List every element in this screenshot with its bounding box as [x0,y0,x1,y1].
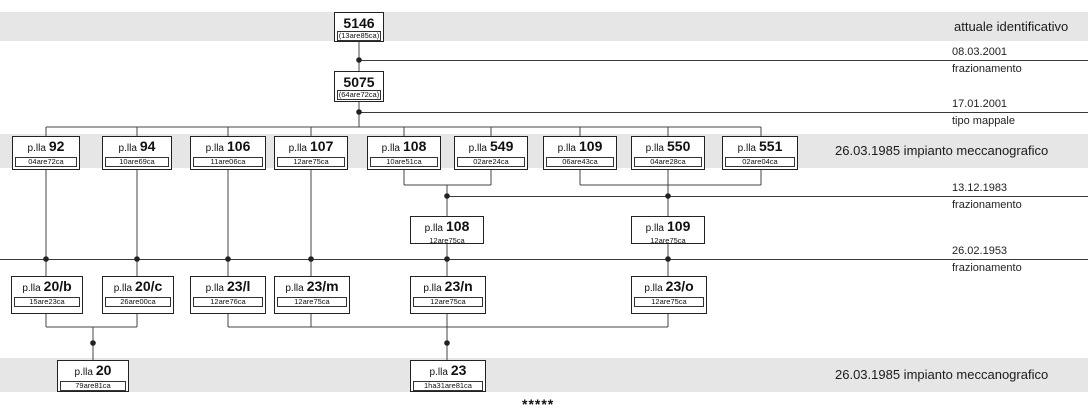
parcel-box[interactable] [274,136,348,170]
parcel-box[interactable] [631,136,705,170]
event-date: 17.01.2001 [952,98,1008,110]
parcel-number: 23 [450,362,467,378]
parcel-area: 11are06ca [193,157,263,167]
event-date: 13.12.1983 [952,182,1008,194]
parcel-number: 109 [579,138,603,154]
parcel-root-current[interactable] [334,12,384,42]
event-type: frazionamento [952,63,1022,75]
parcel-prefix: p.lla [118,143,137,154]
parcel-number: 23/o [665,278,694,294]
parcel-area: 15are23ca [14,297,80,307]
event-date: 08.03.2001 [952,46,1008,58]
parcel-number: 550 [667,138,691,154]
footer-separator: ***** [522,396,555,412]
parcel-area: 04are28ca [634,157,702,167]
parcel-area: 12are76ca [193,297,263,307]
parcel-box[interactable] [11,276,83,314]
parcel-number: 23/l [227,278,251,294]
parcel-number: 551 [759,138,783,154]
parcel-area: (13are85ca) [338,31,380,40]
parcel-number: 20/b [43,278,72,294]
parcel-prefix: p.lla [27,143,46,154]
parcel-number: 23/n [444,278,473,294]
parcel-area: 26are00ca [105,297,171,307]
parcel-prefix: p.lla [429,367,448,378]
parcel-area: 79are81ca [60,381,126,391]
parcel-prefix: p.lla [557,143,576,154]
parcel-area: 12are75ca [413,297,483,307]
parcel-area: 02are04ca [725,157,795,167]
parcel-box[interactable] [190,276,266,314]
parcel-number: 20 [95,362,112,378]
parcel-area: (64are72ca) [338,90,380,99]
parcel-number: 549 [490,138,514,154]
parcel-number: 23/m [306,278,339,294]
parcel-area: 1ha31are81ca [413,381,483,391]
parcel-prefix: p.lla [423,283,442,294]
parcel-number: 107 [310,138,334,154]
parcel-box[interactable] [274,276,350,314]
parcel-number: 108 [403,138,427,154]
parcel-root-previous[interactable] [334,71,384,102]
parcel-box[interactable] [410,216,484,244]
parcel-area: 04are72ca [15,157,77,167]
parcel-number: 106 [227,138,251,154]
parcel-prefix: p.lla [737,143,756,154]
parcel-box[interactable] [102,276,174,314]
event-type: frazionamento [952,199,1022,211]
parcel-area: 12are75ca [634,297,704,307]
parcel-prefix: p.lla [381,143,400,154]
parcel-area: 12are75ca [650,237,686,245]
parcel-prefix: p.lla [285,283,304,294]
parcel-number: 5146 [343,15,375,31]
parcel-number: 108 [446,218,470,234]
parcel-box[interactable] [722,136,798,170]
event-date: 26.02.1953 [952,245,1008,257]
row-label-origin: 26.03.1985 impianto meccanografico [835,367,1049,382]
parcel-prefix: p.lla [22,283,41,294]
parcel-area: 10are51ca [370,157,438,167]
parcel-prefix: p.lla [113,283,133,294]
parcel-box[interactable] [631,276,707,314]
parcel-box[interactable] [631,216,705,244]
parcel-prefix: p.lla [645,143,664,154]
parcel-area: 12are75ca [277,157,345,167]
event-type: frazionamento [952,262,1022,274]
parcel-number: 94 [139,138,156,154]
parcel-area: 06are43ca [546,157,614,167]
parcel-box[interactable] [190,136,266,170]
parcel-prefix: p.lla [645,223,664,234]
parcel-box[interactable] [410,276,486,314]
row-label-current: attuale identificativo [954,19,1069,34]
parcel-prefix: p.lla [205,143,224,154]
parcel-prefix: p.lla [424,223,443,234]
parcel-box[interactable] [410,360,486,392]
parcel-number: 109 [667,218,691,234]
parcel-number: 20/c [135,278,163,294]
parcel-area: 02are24ca [457,157,525,167]
parcel-number: 5075 [343,74,375,90]
parcel-prefix: p.lla [74,367,93,378]
parcel-box[interactable] [102,136,172,170]
parcel-area: 10are69ca [105,157,169,167]
parcel-area: 12are75ca [429,237,465,245]
parcel-prefix: p.lla [468,143,487,154]
parcel-prefix: p.lla [644,283,663,294]
parcel-area: 12are75ca [277,297,347,307]
parcel-prefix: p.lla [288,143,307,154]
parcel-box[interactable] [454,136,528,170]
parcel-prefix: p.lla [205,283,224,294]
parcel-box[interactable] [367,136,441,170]
event-type: tipo mappale [952,115,1015,127]
parcel-box[interactable] [543,136,617,170]
parcel-box[interactable] [57,360,129,392]
row-label-impianto: 26.03.1985 impianto meccanografico [835,143,1049,158]
parcel-number: 92 [48,138,65,154]
parcel-box[interactable] [12,136,80,170]
